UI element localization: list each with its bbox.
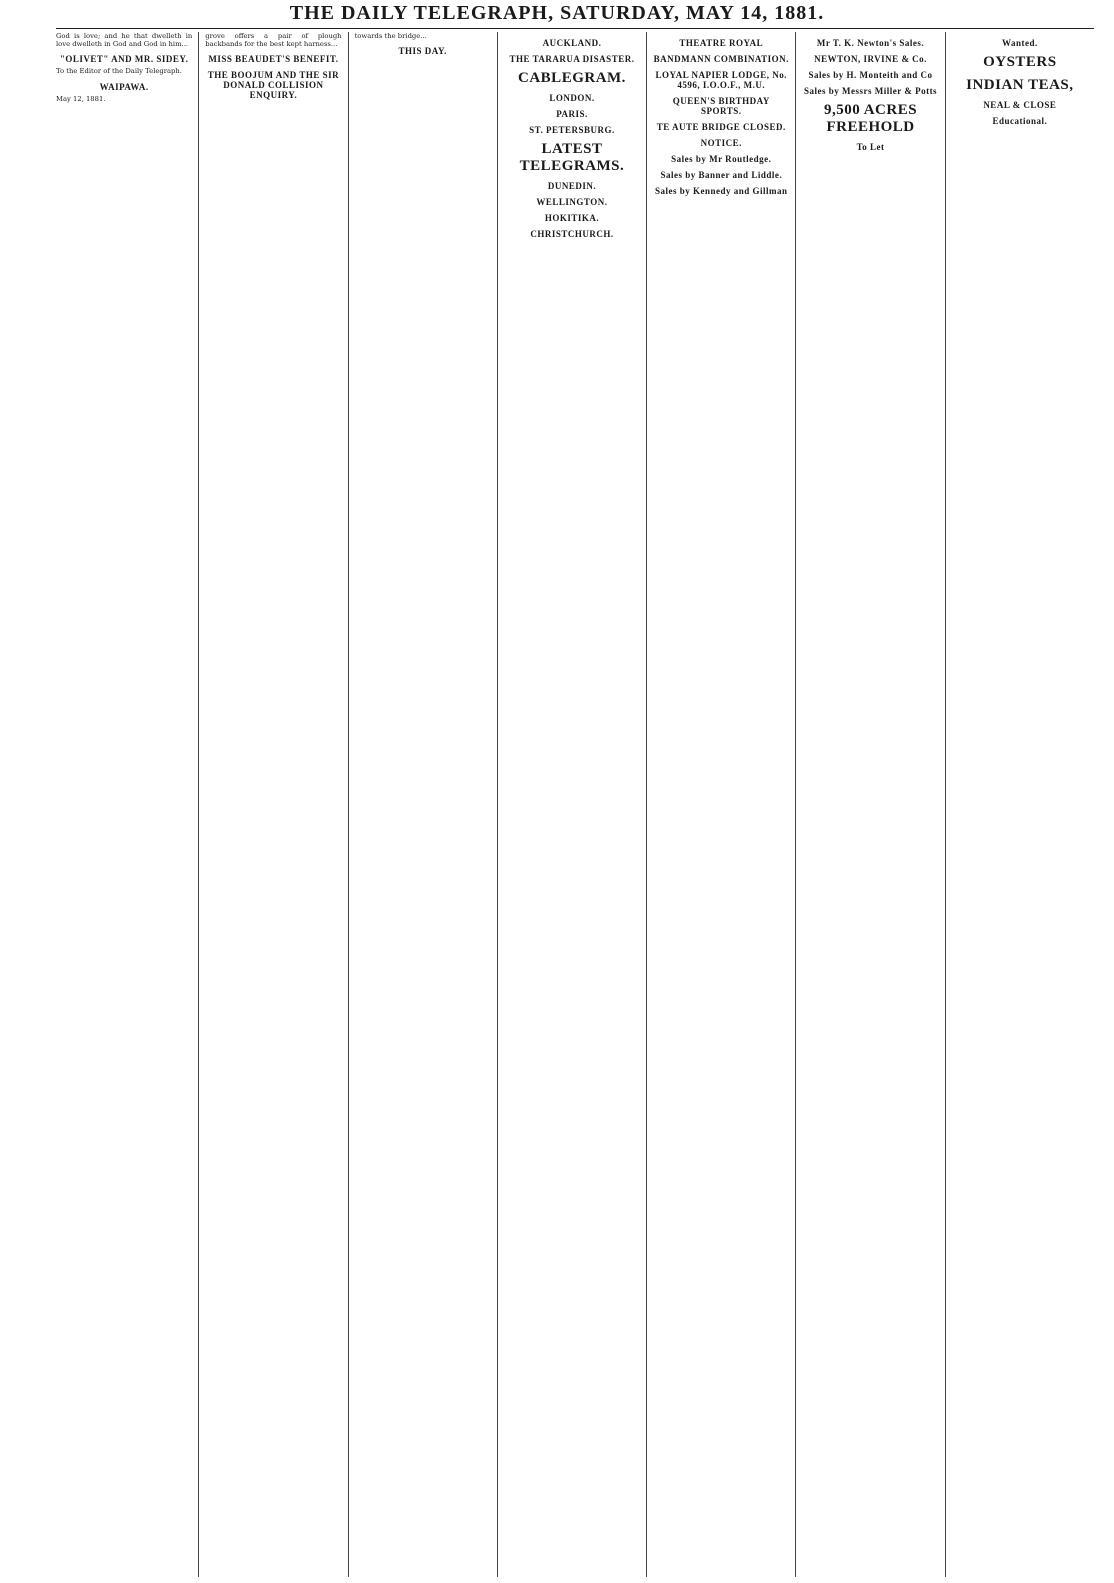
column-3 xyxy=(348,32,497,1577)
heading: INDIAN TEAS, xyxy=(966,77,1074,93)
heading: Wanted. xyxy=(1001,38,1038,48)
page-columns xyxy=(56,32,1094,1577)
heading: THEATRE ROYAL xyxy=(679,38,764,48)
article-text: To the Editor of the Daily Telegraph. xyxy=(56,67,182,76)
heading: Sales by Kennedy and Gillman xyxy=(655,186,788,196)
heading: Sales by H. Monteith and Co xyxy=(808,70,933,80)
heading: CABLEGRAM. xyxy=(518,70,626,86)
heading: BANDMANN COMBINATION. xyxy=(653,54,789,64)
heading: Sales by Messrs Miller & Potts xyxy=(804,86,938,96)
heading: THE BOOJUM AND THE SIR DONALD COLLISION ENQUIRY. xyxy=(207,70,340,101)
heading: LATEST TELEGRAMS. xyxy=(519,141,625,174)
heading: WELLINGTON. xyxy=(536,197,608,207)
article-text: God is love; and he that dwelleth in love dwelleth in God and God in him... xyxy=(56,32,193,49)
heading: NOTICE. xyxy=(700,138,742,148)
masthead-rule xyxy=(56,28,1094,29)
heading: Mr T. K. Newton's Sales. xyxy=(816,38,925,48)
heading: DUNEDIN. xyxy=(547,181,597,191)
column-1 xyxy=(56,32,198,1577)
column-5 xyxy=(646,32,795,1577)
heading: Educational. xyxy=(992,116,1048,126)
masthead xyxy=(0,0,1114,26)
heading: THIS DAY. xyxy=(398,46,447,57)
heading: WAIPAWA. xyxy=(99,81,149,92)
heading: OYSTERS xyxy=(983,54,1057,70)
article-text: grove offers a pair of plough backbands for the best kept harness... xyxy=(205,32,342,49)
masthead-title: THE DAILY TELEGRAPH, SATURDAY, MAY 14, 1881. xyxy=(289,1,825,24)
heading: To Let xyxy=(856,142,885,152)
column-7 xyxy=(945,32,1094,1577)
heading: Sales by Mr Routledge. xyxy=(671,154,772,164)
heading: NEWTON, IRVINE & Co. xyxy=(814,54,927,64)
heading: Sales by Banner and Liddle. xyxy=(660,170,783,180)
heading: THE TARARUA DISASTER. xyxy=(509,54,635,64)
heading: CHRISTCHURCH. xyxy=(530,229,614,239)
heading: PARIS. xyxy=(556,109,588,119)
heading: 9,500 ACRES FREEHOLD xyxy=(824,102,918,135)
heading: QUEEN'S BIRTHDAY SPORTS. xyxy=(672,96,770,116)
heading: HOKITIKA. xyxy=(544,213,600,223)
column-4 xyxy=(497,32,646,1577)
heading: "OLIVET" AND MR. SIDEY. xyxy=(59,54,189,65)
heading: NEAL & CLOSE xyxy=(983,100,1057,110)
heading: MISS BEAUDET'S BENEFIT. xyxy=(208,54,339,65)
heading: AUCKLAND. xyxy=(542,38,602,48)
heading: ST. PETERSBURG. xyxy=(529,125,615,135)
article-text: May 12, 1881. xyxy=(56,94,106,103)
column-2 xyxy=(198,32,347,1577)
article-text: towards the bridge... xyxy=(354,32,427,40)
heading: TE AUTE BRIDGE CLOSED. xyxy=(656,122,786,132)
column-6 xyxy=(795,32,944,1577)
heading: LONDON. xyxy=(549,93,595,103)
heading: LOYAL NAPIER LODGE, No. 4596, I.O.O.F., M.U. xyxy=(655,70,787,90)
